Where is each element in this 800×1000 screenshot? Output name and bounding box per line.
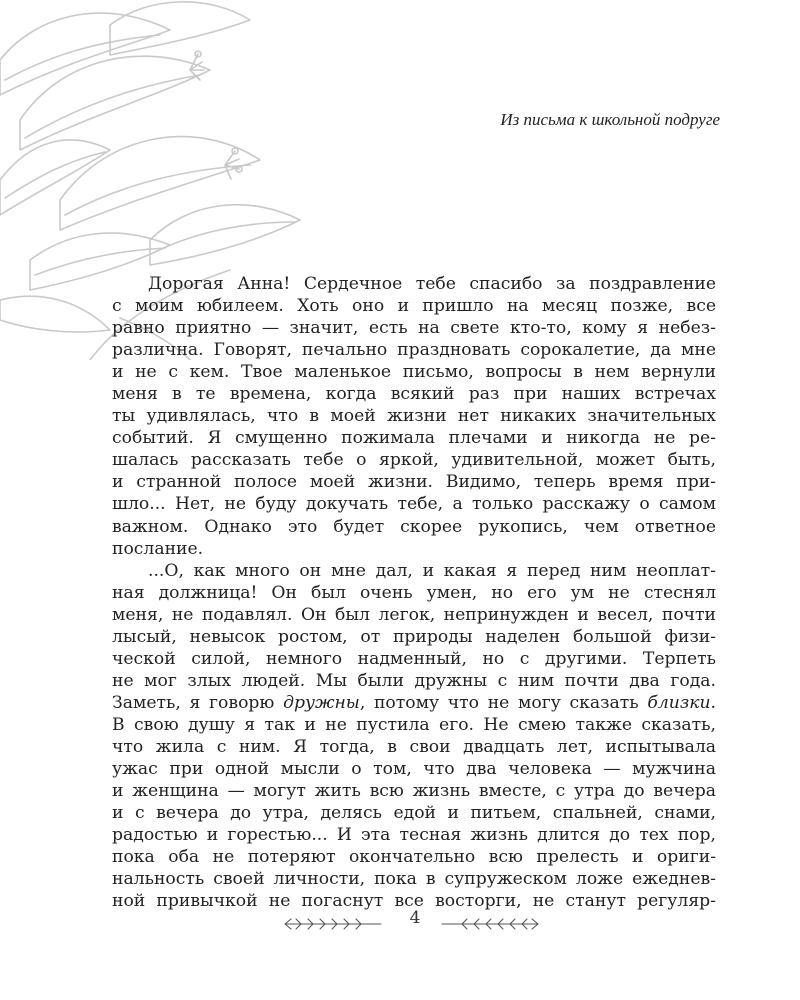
text-line: радостью и горестью... И эта тесная жизнь длится до тех пор, bbox=[112, 825, 716, 846]
text-fragment: Заметь, я говорю bbox=[112, 692, 284, 713]
right-ornament-icon bbox=[440, 916, 540, 932]
text-line: Дорогая Анна! Сердечное тебе спасибо за поздравление bbox=[148, 274, 716, 294]
page-number: 4 bbox=[409, 908, 421, 928]
text-line: нальность своей личности, пока в супружеском ложе ежеднев- bbox=[112, 869, 716, 890]
text-fragment: . bbox=[710, 692, 717, 713]
text-line: меня в те времена, когда всякий раз при наших встречах bbox=[112, 384, 716, 405]
page-footer bbox=[0, 908, 800, 938]
text-line: послание. bbox=[112, 538, 204, 559]
text-line: шло... Нет, не буду докучать тебе, а только расскажу о самом bbox=[112, 494, 716, 515]
text-line bbox=[112, 692, 716, 714]
left-ornament-icon bbox=[283, 916, 383, 932]
text-line: и не с кем. Твое маленькое письмо, вопросы в нем вернули bbox=[112, 362, 716, 383]
text-line: и с вечера до утра, делясь едой и питьем, спальней, снами, bbox=[112, 803, 716, 824]
text-line: и странной полосе моей жизни. Видимо, теперь время при- bbox=[112, 472, 716, 493]
text-line: с моим юбилеем. Хоть оно и пришло на месяц позже, все bbox=[112, 296, 716, 317]
text-line: и женщина — могут жить всю жизнь вместе, с утра до вечера bbox=[112, 781, 716, 802]
text-line: ты удивлялась, что в моей жизни нет никаких значительных bbox=[112, 406, 716, 427]
text-line: В свою душу я так и не пустила его. Не смею также сказать, bbox=[112, 714, 716, 735]
text-line: меня, не подавлял. Он был легок, непринужден и весел, почти bbox=[112, 604, 716, 625]
text-line: ужас при одной мысли о том, что два человека — мужчина bbox=[112, 759, 716, 780]
text-line: событий. Я смущенно пожимала плечами и никогда не ре- bbox=[112, 428, 716, 449]
text-line: пока оба не потеряют окончательно всю прелесть и ориги- bbox=[112, 847, 716, 868]
letter-body bbox=[112, 273, 716, 912]
text-fragment: , потому что не могу сказать bbox=[359, 692, 648, 713]
emphasis-text: близки bbox=[647, 692, 711, 713]
text-line: ной привычкой не погаснут все восторги, не станут регуляр- bbox=[112, 891, 716, 912]
text-line: ...О, как много он мне дал, и какая я перед ним неоплат- bbox=[148, 560, 716, 581]
emphasis-text: дружны bbox=[283, 692, 360, 713]
text-line: равно приятно — значит, есть на свете кто-то, кому я небез- bbox=[112, 318, 716, 339]
text-line: не мог злых людей. Мы были дружны с ним почти два года. bbox=[112, 670, 716, 691]
text-line: ческой силой, немного надменный, но с другими. Терпеть bbox=[112, 648, 716, 669]
text-line: важном. Однако это будет скорее рукопись, чем ответное bbox=[112, 516, 716, 537]
text-line: различна. Говорят, печально праздновать сорокалетие, да мне bbox=[112, 340, 716, 361]
text-line: шалась рассказать тебе о яркой, удивительной, может быть, bbox=[112, 450, 716, 471]
text-line: что жила с ним. Я тогда, в свои двадцать лет, испытывала bbox=[112, 736, 716, 757]
text-line: лысый, невысок ростом, от природы наделен большой физи- bbox=[112, 626, 716, 647]
epigraph: Из письма к школьной подруге bbox=[500, 110, 720, 129]
text-line: ная должница! Он был очень умен, но его ум не стеснял bbox=[112, 582, 716, 603]
